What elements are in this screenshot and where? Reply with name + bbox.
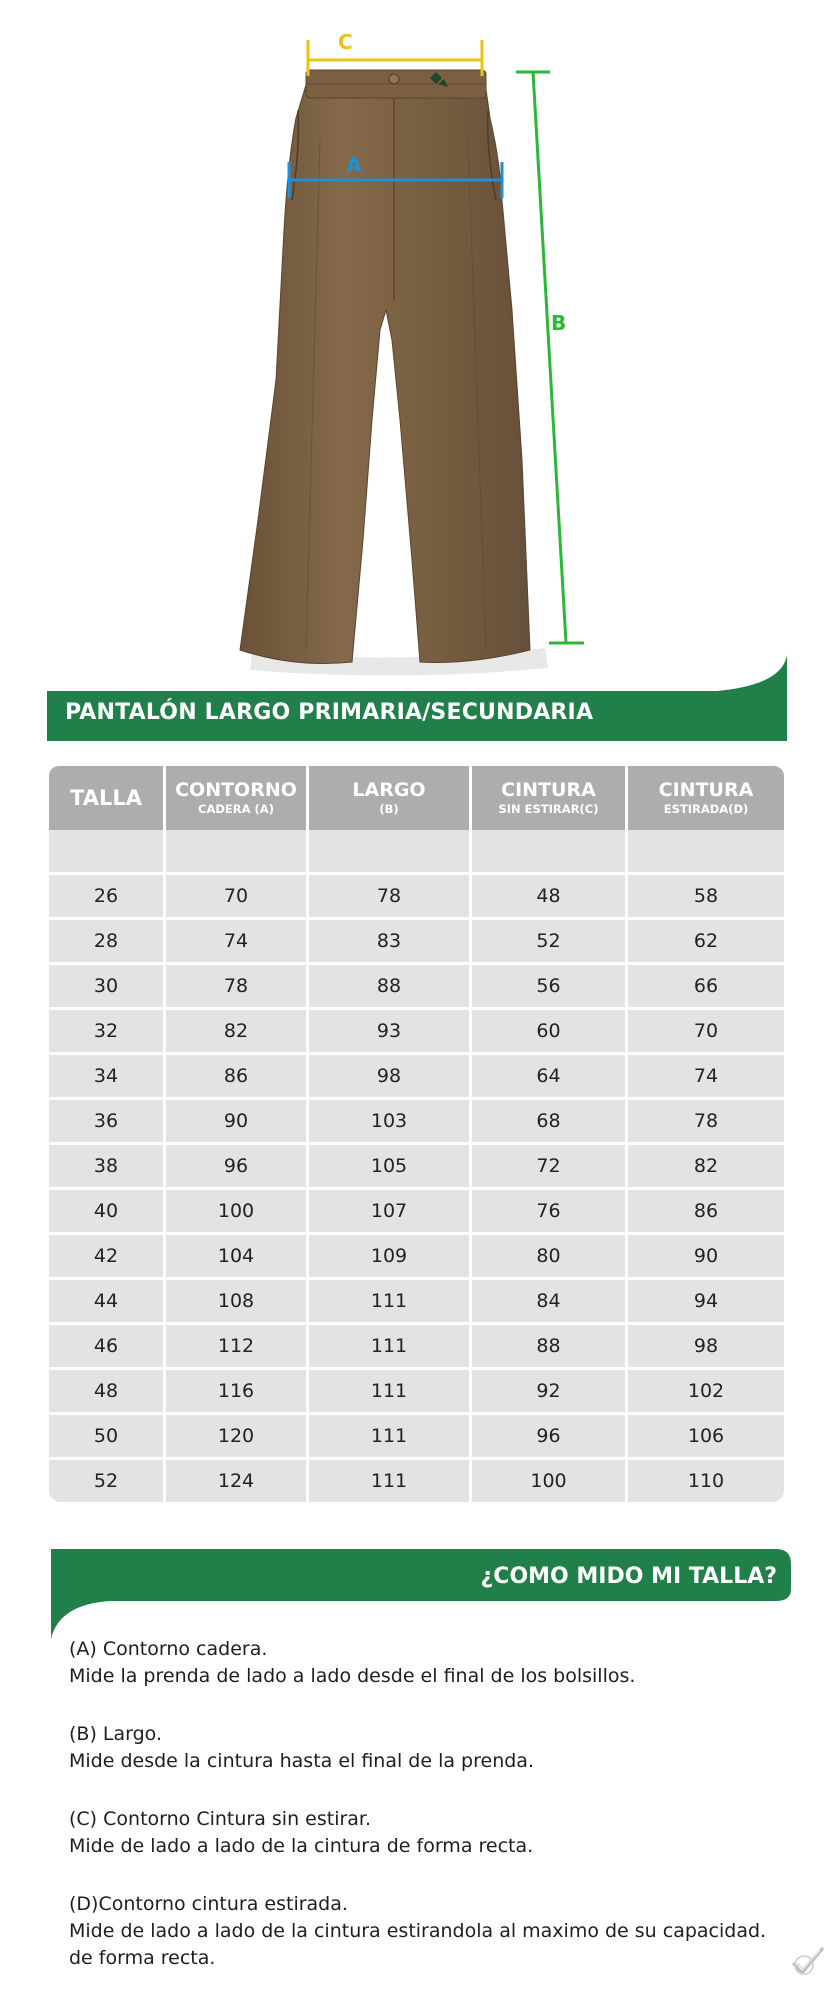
cell-contorno: 116 [166, 1370, 309, 1415]
measure-banner [51, 1549, 791, 1639]
cell-talla: 30 [49, 965, 166, 1010]
header-contorno-label: CONTORNO [175, 779, 297, 801]
table-row [49, 1415, 784, 1460]
checkmark-logo-icon [790, 1945, 826, 1981]
cell-contorno: 86 [166, 1055, 309, 1100]
cell-cintura-c [472, 830, 628, 875]
header-cintura-estirada [628, 766, 784, 830]
measure-instructions [69, 1636, 809, 2003]
table-row [49, 875, 784, 920]
cell-talla: 34 [49, 1055, 166, 1100]
table-row [49, 920, 784, 965]
cell-cintura-c: 80 [472, 1235, 628, 1280]
cell-cintura-d: 98 [628, 1325, 784, 1370]
table-row [49, 1370, 784, 1415]
cell-talla: 28 [49, 920, 166, 965]
instruction-heading: (C) Contorno Cintura sin estirar. [69, 1808, 372, 1830]
cell-contorno: 90 [166, 1100, 309, 1145]
size-table [49, 766, 784, 1502]
cell-largo: 98 [309, 1055, 472, 1100]
cell-cintura-d: 66 [628, 965, 784, 1010]
cell-cintura-c: 100 [472, 1460, 628, 1502]
header-largo [309, 766, 472, 830]
pants-figure [0, 0, 834, 690]
cell-largo: 83 [309, 920, 472, 965]
cell-contorno: 120 [166, 1415, 309, 1460]
cell-cintura-d: 86 [628, 1190, 784, 1235]
cell-largo: 107 [309, 1190, 472, 1235]
cell-talla: 40 [49, 1190, 166, 1235]
instruction-heading: (B) Largo. [69, 1723, 162, 1745]
header-contorno [166, 766, 309, 830]
label-a: A [346, 153, 362, 177]
cell-cintura-d: 90 [628, 1235, 784, 1280]
instruction-c [69, 1806, 809, 1860]
cell-contorno: 100 [166, 1190, 309, 1235]
cell-cintura-d: 94 [628, 1280, 784, 1325]
cell-cintura-c: 60 [472, 1010, 628, 1055]
header-largo-label: LARGO [352, 779, 426, 801]
header-contorno-sub: CADERA (A) [198, 801, 274, 816]
instruction-b [69, 1721, 809, 1775]
cell-cintura-c: 96 [472, 1415, 628, 1460]
cell-talla: 50 [49, 1415, 166, 1460]
table-row [49, 1100, 784, 1145]
cell-largo [309, 830, 472, 875]
cell-largo: 105 [309, 1145, 472, 1190]
cell-cintura-d: 110 [628, 1460, 784, 1502]
cell-cintura-c: 64 [472, 1055, 628, 1100]
measure-title: ¿COMO MIDO MI TALLA? [480, 1564, 777, 1589]
page-title: PANTALÓN LARGO PRIMARIA/SECUNDARIA [65, 700, 594, 725]
cell-cintura-d: 102 [628, 1370, 784, 1415]
cell-contorno: 82 [166, 1010, 309, 1055]
pants-shape [240, 75, 530, 664]
instruction-text: Mide desde la cintura hasta el final de la prenda. [69, 1750, 534, 1772]
cell-cintura-d: 82 [628, 1145, 784, 1190]
cell-cintura-d: 70 [628, 1010, 784, 1055]
cell-talla: 46 [49, 1325, 166, 1370]
cell-talla: 48 [49, 1370, 166, 1415]
instruction-text: de forma recta. [69, 1947, 216, 1969]
header-cintura-c-label: CINTURA [501, 779, 596, 801]
cell-cintura-c: 52 [472, 920, 628, 965]
cell-talla: 44 [49, 1280, 166, 1325]
cell-largo: 109 [309, 1235, 472, 1280]
cell-cintura-c: 56 [472, 965, 628, 1010]
cell-largo: 111 [309, 1325, 472, 1370]
label-c: C [338, 30, 353, 54]
cell-contorno [166, 830, 309, 875]
cell-cintura-d: 106 [628, 1415, 784, 1460]
table-row [49, 965, 784, 1010]
cell-contorno: 74 [166, 920, 309, 965]
cell-largo: 111 [309, 1415, 472, 1460]
cell-cintura-d: 78 [628, 1100, 784, 1145]
cell-largo: 111 [309, 1280, 472, 1325]
cell-contorno: 70 [166, 875, 309, 920]
cell-cintura-c: 92 [472, 1370, 628, 1415]
table-row [49, 1235, 784, 1280]
cell-talla: 26 [49, 875, 166, 920]
table-row [49, 1280, 784, 1325]
table-row [49, 1010, 784, 1055]
cell-cintura-d: 62 [628, 920, 784, 965]
header-cintura-sin-estirar [472, 766, 628, 830]
header-cintura-d-label: CINTURA [658, 779, 754, 801]
cell-cintura-d: 58 [628, 875, 784, 920]
cell-cintura-c: 68 [472, 1100, 628, 1145]
cell-cintura-d: 74 [628, 1055, 784, 1100]
cell-cintura-d [628, 830, 784, 875]
cell-contorno: 96 [166, 1145, 309, 1190]
title-banner [47, 655, 787, 741]
table-row [49, 1325, 784, 1370]
table-row [49, 1055, 784, 1100]
label-b: B [551, 311, 567, 335]
cell-largo: 111 [309, 1370, 472, 1415]
cell-largo: 88 [309, 965, 472, 1010]
table-row [49, 1190, 784, 1235]
cell-contorno: 78 [166, 965, 309, 1010]
header-largo-sub: (B) [379, 801, 399, 816]
cell-largo: 103 [309, 1100, 472, 1145]
cell-talla: 36 [49, 1100, 166, 1145]
cell-contorno: 104 [166, 1235, 309, 1280]
cell-cintura-c: 48 [472, 875, 628, 920]
cell-cintura-c: 72 [472, 1145, 628, 1190]
cell-largo: 93 [309, 1010, 472, 1055]
cell-largo: 111 [309, 1460, 472, 1502]
table-row [49, 1145, 784, 1190]
header-cintura-c-sub: SIN ESTIRAR(C) [498, 801, 599, 816]
cell-talla [49, 830, 166, 875]
cell-talla: 38 [49, 1145, 166, 1190]
instruction-a [69, 1636, 809, 1690]
cell-cintura-c: 76 [472, 1190, 628, 1235]
pants-button [389, 74, 399, 84]
cell-talla: 42 [49, 1235, 166, 1280]
header-cintura-d-sub: ESTIRADA(D) [663, 801, 749, 816]
cell-largo: 78 [309, 875, 472, 920]
instruction-d [69, 1891, 809, 1972]
table-row [49, 830, 784, 875]
instruction-text: Mide de lado a lado de la cintura de forma recta. [69, 1835, 534, 1857]
cell-contorno: 124 [166, 1460, 309, 1502]
table-row [49, 1460, 784, 1502]
cell-contorno: 108 [166, 1280, 309, 1325]
header-talla [49, 766, 166, 830]
cell-talla: 32 [49, 1010, 166, 1055]
instruction-heading: (D)Contorno cintura estirada. [69, 1893, 348, 1915]
cell-contorno: 112 [166, 1325, 309, 1370]
table-header-row [49, 766, 784, 830]
cell-talla: 52 [49, 1460, 166, 1502]
header-talla-label: TALLA [70, 785, 142, 810]
instruction-text: Mide de lado a lado de la cintura estirandola al maximo de su capacidad. [69, 1920, 767, 1942]
cell-cintura-c: 88 [472, 1325, 628, 1370]
instruction-heading: (A) Contorno cadera. [69, 1638, 268, 1660]
instruction-text: Mide la prenda de lado a lado desde el final de los bolsillos. [69, 1665, 636, 1687]
cell-cintura-c: 84 [472, 1280, 628, 1325]
